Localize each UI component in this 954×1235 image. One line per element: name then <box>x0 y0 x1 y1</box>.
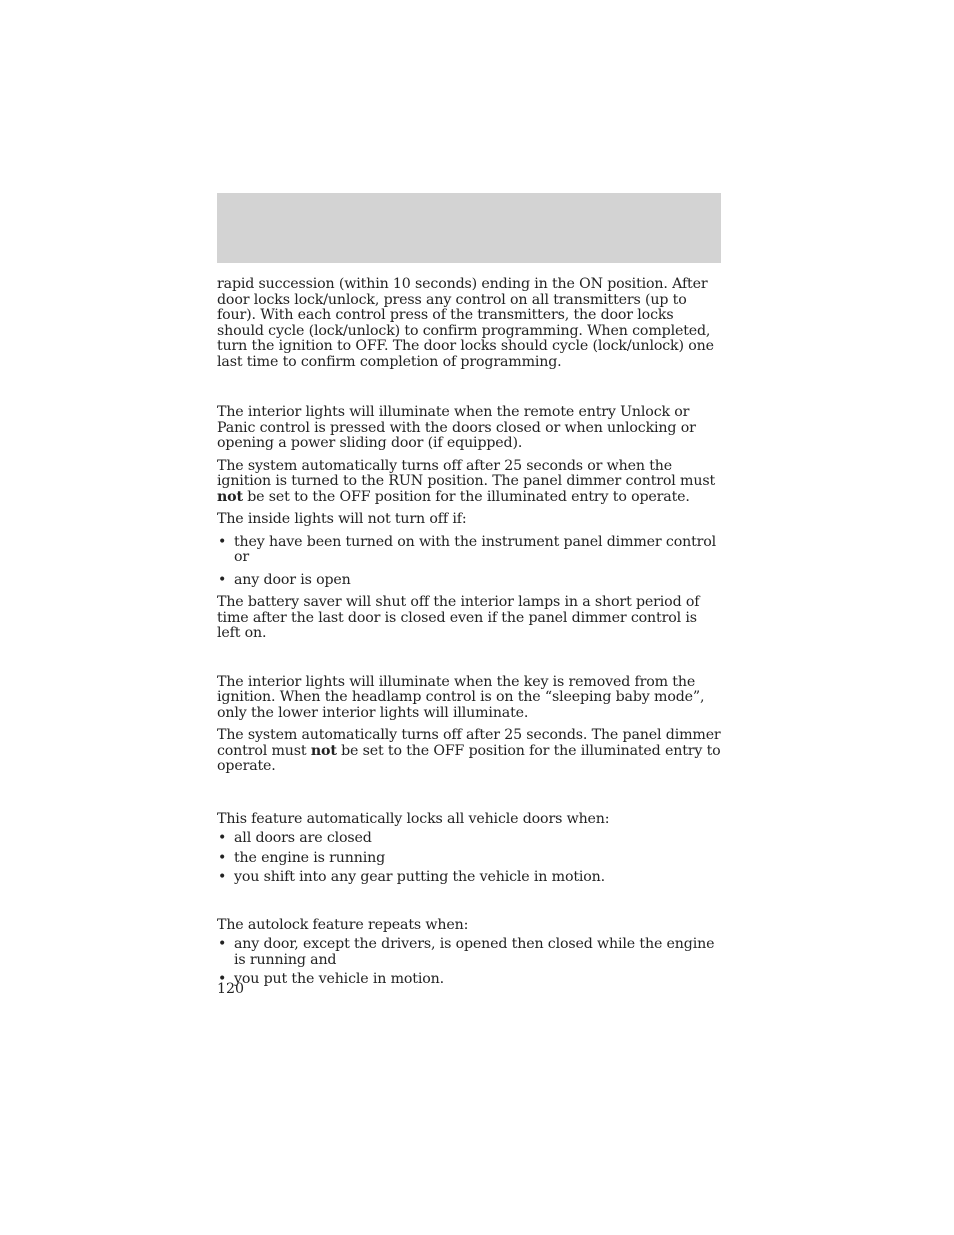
list-item: • any door, except the drivers, is opened then closed while the engine is running and <box>217 937 723 968</box>
emphasis-not: not <box>310 742 337 759</box>
paragraph-programming: rapid succession (within 10 seconds) ending in the ON position. After door locks lock/unlock, press any control on all transmitters (up to four). With each control press of the transmitters, the door locks should cycle (lock/unlock) to confirm programming. When completed, turn the ignition to OFF. The door locks should cycle (lock/unlock) one last time to confirm completion of programming. <box>217 276 714 370</box>
paragraph-inside-lights: The inside lights will not turn off if: <box>217 511 467 527</box>
paragraph-remote-turnoff: The system automatically turns off after 25 seconds or when the ignition is turned to the RUN position. The panel dimmer control must not be set to the OFF position for the illuminated entry to operate. <box>217 457 715 505</box>
paragraph-autolock-repeats: The autolock feature repeats when: <box>217 916 469 933</box>
list-item: • any door is open <box>217 573 723 589</box>
paragraph-battery-saver: The battery saver will shut off the interior lamps in a short period of time after the last door is closed even if the panel dimmer control is left on. <box>217 594 700 641</box>
page-content <box>217 277 723 988</box>
paragraph-remote-illumination: The interior lights will illuminate when the remote entry Unlock or Panic control is pressed with the doors closed or when unlocking or opening a power sliding door (if equipped). <box>217 404 696 451</box>
list-item: • you shift into any gear putting the vehicle in motion. <box>217 870 723 886</box>
list-item: • they have been turned on with the instrument panel dimmer control or <box>217 535 723 566</box>
header-band <box>217 193 721 263</box>
emphasis-not: not <box>217 488 243 505</box>
list-item: • the engine is running <box>217 851 723 867</box>
paragraph-key-removed: The interior lights will illuminate when the key is removed from the ignition. When the headlamp control is on the “sleeping baby mode”, only the lower interior lights will illuminate. <box>217 673 705 721</box>
paragraph-autolock: This feature automatically locks all vehicle doors when: <box>217 810 610 827</box>
paragraph-key-turnoff: The system automatically turns off after 25 seconds. The panel dimmer control must not be set to the OFF position for the illuminated entry to operate. <box>217 727 721 774</box>
page-number: 120 <box>217 981 245 997</box>
list-item: • all doors are closed <box>217 831 723 847</box>
list-item: • you put the vehicle in motion. <box>217 972 723 988</box>
